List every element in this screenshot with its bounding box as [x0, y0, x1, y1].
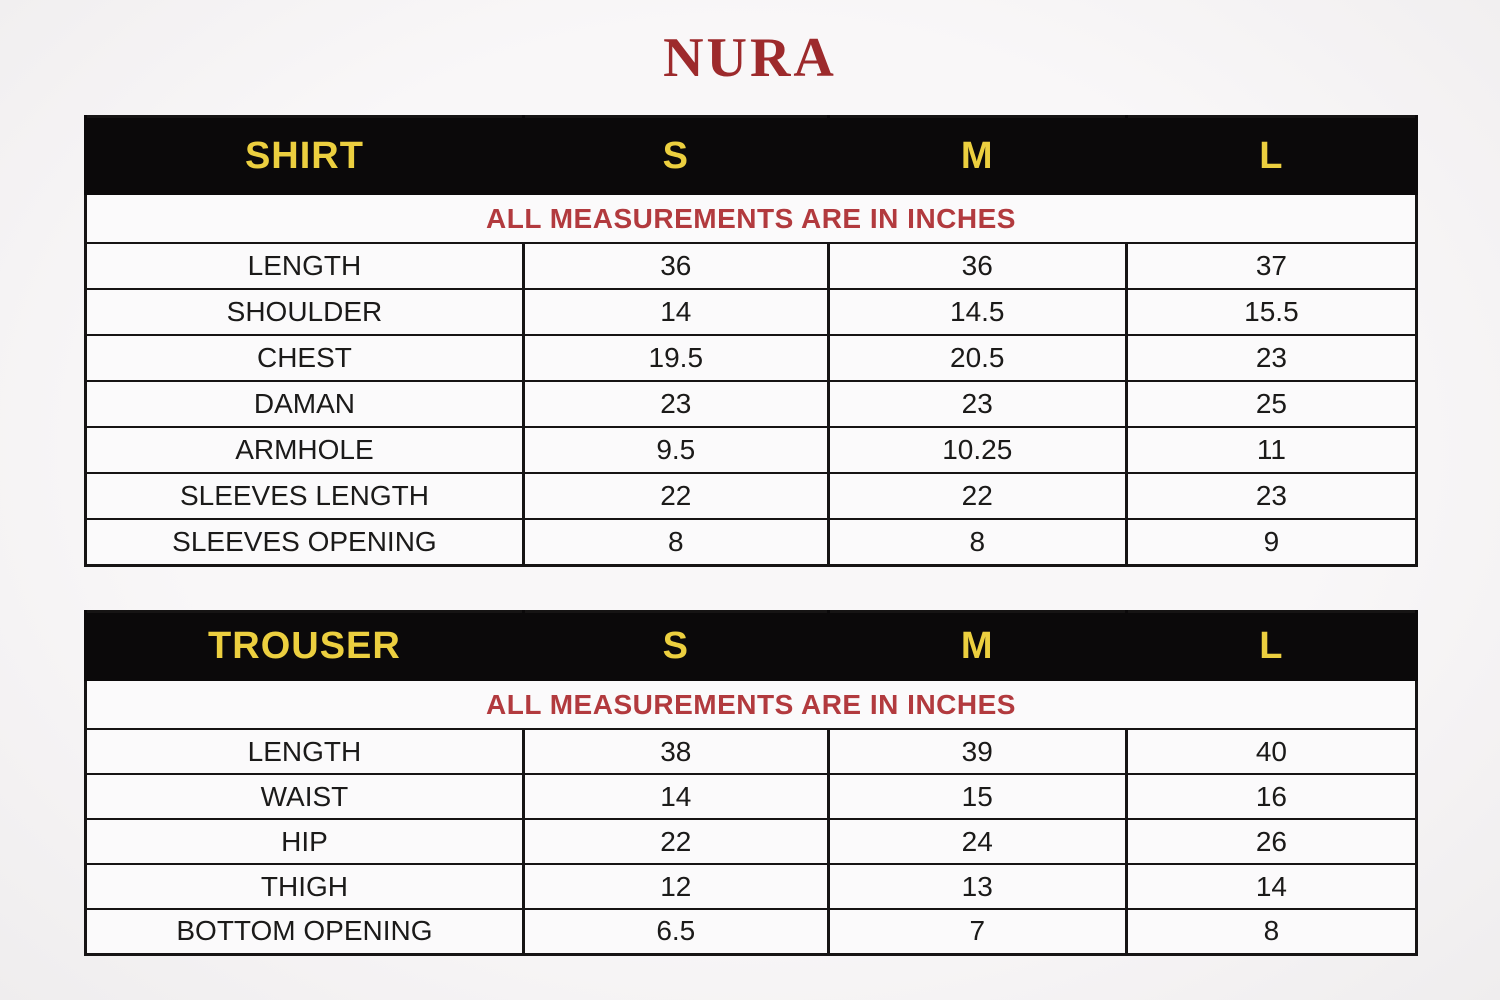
value-l: 9 [1126, 519, 1416, 565]
shirt-note-row [86, 194, 1417, 243]
value-m: 15 [828, 774, 1126, 819]
row-label: SLEEVES LENGTH [86, 473, 524, 519]
table-row [86, 381, 1417, 427]
value-s: 19.5 [523, 335, 828, 381]
row-label: SLEEVES OPENING [86, 519, 524, 565]
row-label: DAMAN [86, 381, 524, 427]
trouser-header-row [86, 612, 1417, 681]
value-m: 22 [828, 473, 1126, 519]
value-s: 9.5 [523, 427, 828, 473]
table-row [86, 819, 1417, 864]
value-m: 10.25 [828, 427, 1126, 473]
value-m: 8 [828, 519, 1126, 565]
value-s: 38 [523, 729, 828, 774]
value-s: 22 [523, 473, 828, 519]
value-l: 23 [1126, 473, 1416, 519]
value-l: 15.5 [1126, 289, 1416, 335]
row-label: LENGTH [86, 729, 524, 774]
trouser-note-row [86, 680, 1417, 729]
value-m: 36 [828, 243, 1126, 289]
measurement-note: ALL MEASUREMENTS ARE IN INCHES [86, 680, 1417, 729]
shirt-size-col-s: S [523, 117, 828, 195]
value-s: 22 [523, 819, 828, 864]
table-row [86, 473, 1417, 519]
value-s: 14 [523, 774, 828, 819]
row-label: WAIST [86, 774, 524, 819]
shirt-header-row [86, 117, 1417, 195]
value-l: 14 [1126, 864, 1416, 909]
shirt-size-table [84, 115, 1418, 567]
measurement-note: ALL MEASUREMENTS ARE IN INCHES [86, 194, 1417, 243]
value-m: 20.5 [828, 335, 1126, 381]
value-l: 23 [1126, 335, 1416, 381]
table-row [86, 729, 1417, 774]
table-row [86, 289, 1417, 335]
row-label: CHEST [86, 335, 524, 381]
value-m: 13 [828, 864, 1126, 909]
row-label: THIGH [86, 864, 524, 909]
value-m: 24 [828, 819, 1126, 864]
value-l: 8 [1126, 909, 1416, 954]
row-label: LENGTH [86, 243, 524, 289]
value-s: 12 [523, 864, 828, 909]
table-row [86, 243, 1417, 289]
value-s: 23 [523, 381, 828, 427]
table-row [86, 427, 1417, 473]
value-l: 26 [1126, 819, 1416, 864]
table-row [86, 335, 1417, 381]
shirt-size-col-l: L [1126, 117, 1416, 195]
value-m: 39 [828, 729, 1126, 774]
value-m: 14.5 [828, 289, 1126, 335]
trouser-size-table [84, 610, 1418, 956]
value-s: 36 [523, 243, 828, 289]
shirt-table-title: SHIRT [86, 117, 524, 195]
value-l: 11 [1126, 427, 1416, 473]
value-m: 23 [828, 381, 1126, 427]
trouser-size-col-s: S [523, 612, 828, 681]
shirt-size-col-m: M [828, 117, 1126, 195]
table-row [86, 519, 1417, 565]
brand-title: NURA [663, 27, 837, 89]
table-row [86, 774, 1417, 819]
value-m: 7 [828, 909, 1126, 954]
trouser-table-title: TROUSER [86, 612, 524, 681]
row-label: SHOULDER [86, 289, 524, 335]
value-s: 8 [523, 519, 828, 565]
value-s: 6.5 [523, 909, 828, 954]
value-l: 40 [1126, 729, 1416, 774]
value-l: 37 [1126, 243, 1416, 289]
row-label: HIP [86, 819, 524, 864]
table-row [86, 909, 1417, 954]
row-label: BOTTOM OPENING [86, 909, 524, 954]
row-label: ARMHOLE [86, 427, 524, 473]
trouser-size-col-m: M [828, 612, 1126, 681]
value-s: 14 [523, 289, 828, 335]
value-l: 16 [1126, 774, 1416, 819]
table-row [86, 864, 1417, 909]
value-l: 25 [1126, 381, 1416, 427]
trouser-size-col-l: L [1126, 612, 1416, 681]
